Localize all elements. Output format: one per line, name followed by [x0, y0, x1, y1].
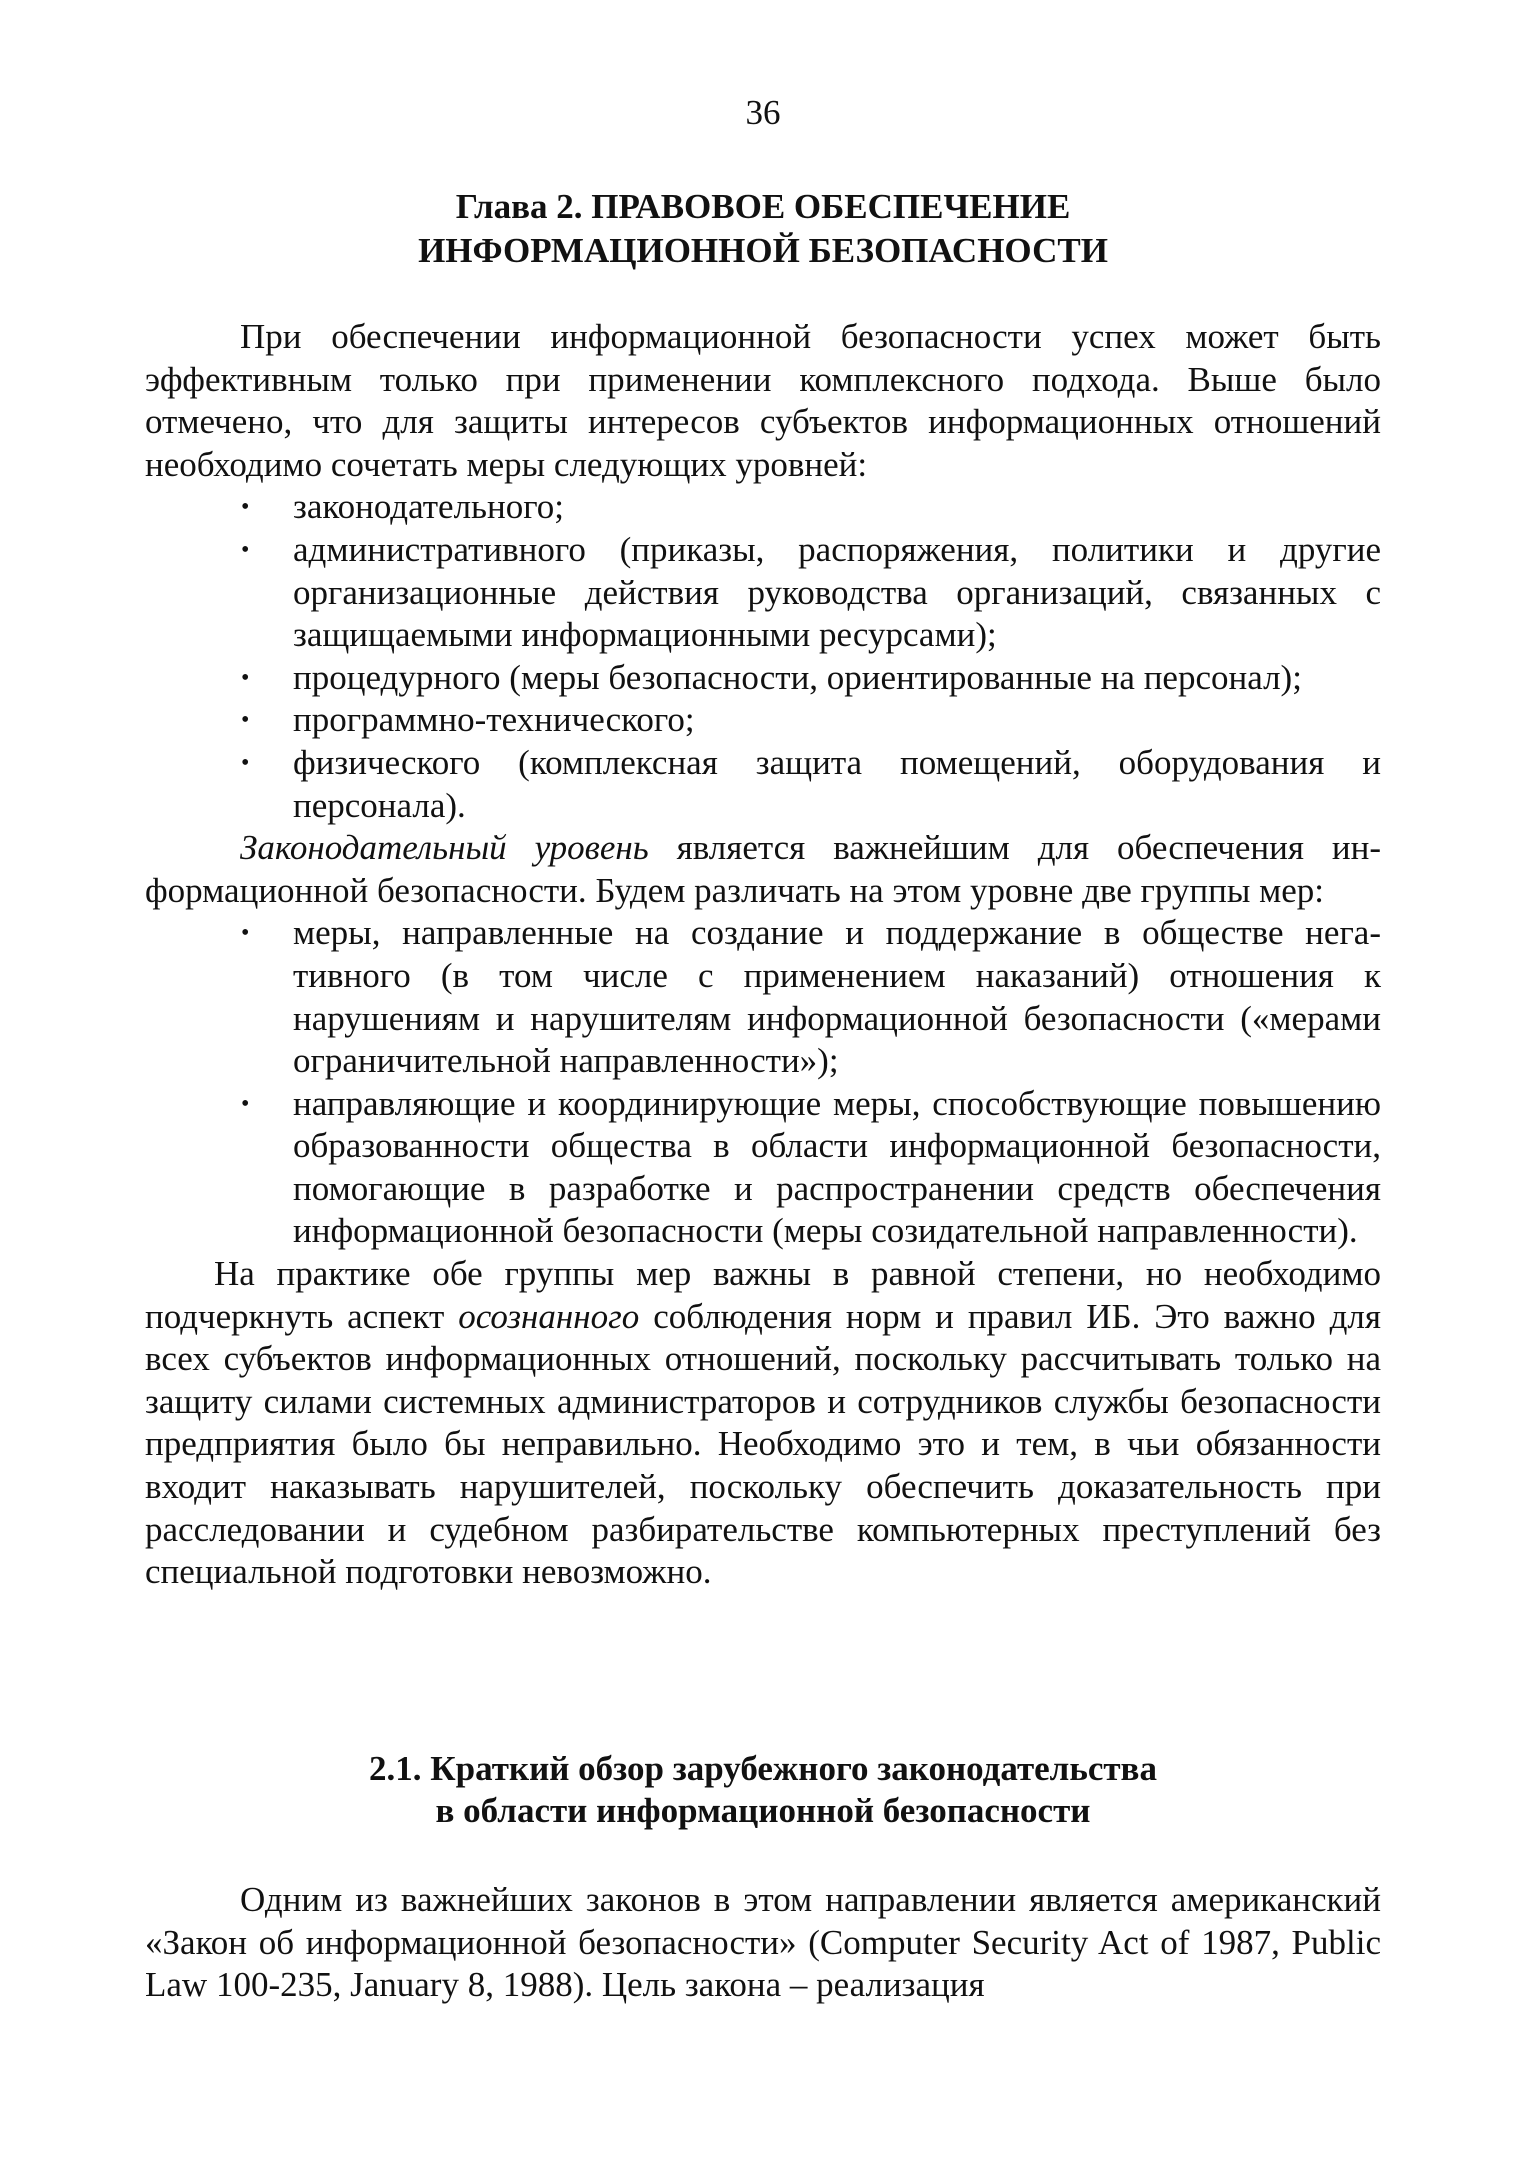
bullet-icon: •: [241, 494, 250, 521]
list-item-text: направляющие и координирующие меры, способствующие повышению образованности общества в области информационной безопасности, помогающие в разработке и распространении средств обеспечения информационной безопасности (меры созидательной направленности).: [293, 1083, 1381, 1251]
list-item: [241, 742, 1381, 827]
section-paragraph: Одним из важнейших законов в этом направлении является американский «Закон об информационной безопасности» (Computer Security Act of 1987, Public Law 100-235, January 8, 1988). Цель закона – реализация: [145, 1880, 1381, 2005]
chapter-title: [145, 185, 1381, 273]
legislative-level-term: Законодательный уровень: [240, 828, 649, 868]
bullet-icon: •: [241, 749, 250, 776]
intro-paragraph: При обеспечении информационной безопасности успех может быть эффективным только при применении комплексного подхода. Выше было отмечено, что для защиты интересов субъектов информационных отношений необходимо сочетать меры следующих уровней:: [145, 317, 1381, 484]
practice-italic-word: осознанного: [458, 1296, 640, 1336]
chapter-title-line-2: ИНФОРМАЦИОННОЙ БЕЗОПАСНОСТИ: [418, 231, 1108, 270]
section-title-line-2: в области информационной безопасности: [435, 1791, 1091, 1830]
list-item: [241, 529, 1381, 657]
chapter-title-line-1: Глава 2. ПРАВОВОЕ ОБЕСПЕЧЕНИЕ: [455, 187, 1071, 226]
list-item-text: законодательного;: [293, 487, 564, 527]
list-item: [241, 912, 1381, 1082]
list-item: [241, 486, 1381, 529]
legislative-level-text: является важнейшим для обеспечения информационной безопасности. Будем различать на этом уровне две группы мер:: [145, 828, 1381, 910]
bullet-icon: •: [241, 707, 250, 734]
bullet-icon: •: [241, 920, 250, 947]
practice-text-1: На практике обе группы мер важны в равной степени, но необходимо подчеркнуть аспект: [145, 1254, 1381, 1336]
list-item: [241, 699, 1381, 742]
list-item: [241, 1083, 1381, 1253]
security-levels-list: [145, 486, 1381, 827]
legislative-level-paragraph: [145, 827, 1381, 912]
page-number: 36: [745, 93, 781, 132]
section-title: [145, 1748, 1381, 1832]
list-item-text: меры, направленные на создание и поддержание в обществе негативного (в том числе с применением наказаний) отношения к нарушениям и нарушителям информационной безопасности («мерами ограничительной направленности»);: [293, 913, 1381, 1081]
bullet-icon: •: [241, 664, 250, 691]
bullet-icon: •: [241, 536, 250, 563]
practice-paragraph: [145, 1253, 1381, 1594]
list-item-text: программно-технического;: [293, 700, 695, 740]
list-item-text: процедурного (меры безопасности, ориентированные на персонал);: [293, 657, 1302, 697]
measure-groups-list: [145, 912, 1381, 1253]
section-body: [145, 1879, 1381, 2007]
bullet-icon: •: [241, 1090, 250, 1117]
list-item-text: административного (приказы, распоряжения, политики и другие организационные действия руководства организаций, связанных с защищаемыми информационными ресурсами);: [293, 529, 1381, 655]
chapter-body: [145, 316, 1381, 1594]
practice-text-2: соблюдения норм и правил ИБ. Это важно для всех субъектов информационных отношений, поскольку рассчитывать только на защиту силами системных администраторов и сотрудников службы безопасности предприятия было бы неправильно. Необходимо это и тем, в чьи обязанности входит наказывать нарушителей, поскольку обеспечить доказательность при расследовании и судебном разбирательстве компьютерных преступлений без специальной подготовки невозможно.: [145, 1296, 1381, 1592]
section-title-line-1: 2.1. Краткий обзор зарубежного законодательства: [369, 1749, 1157, 1788]
list-item: [241, 657, 1381, 700]
list-item-text: физического (комплексная защита помещений, оборудования и персонала).: [293, 742, 1381, 825]
